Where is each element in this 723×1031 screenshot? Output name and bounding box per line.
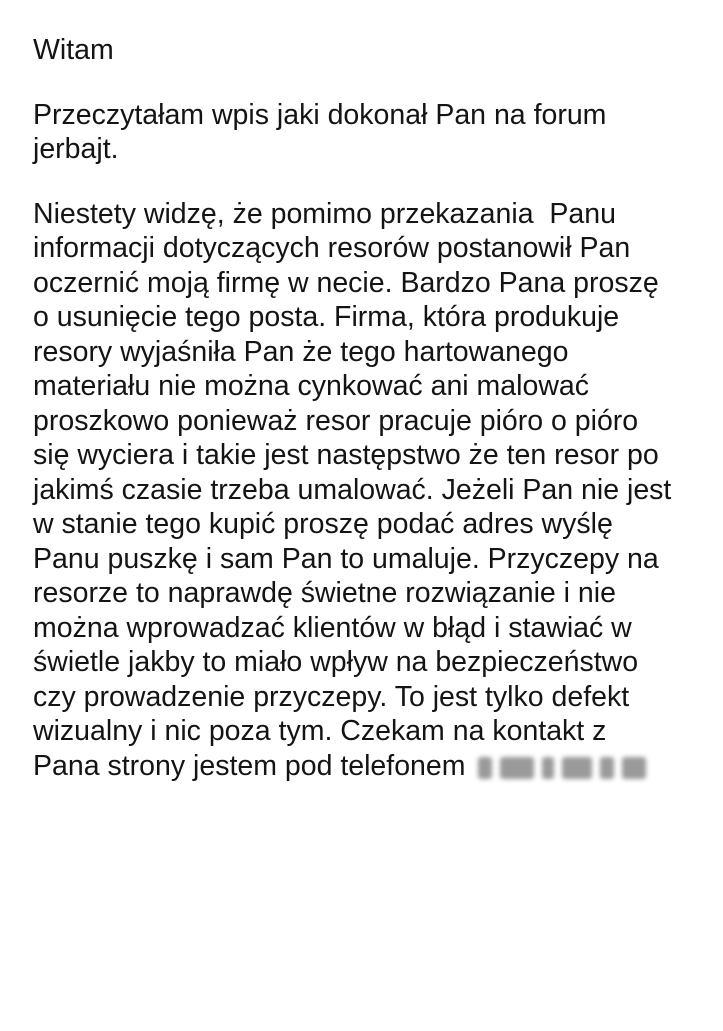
message-line: się wyciera i takie jest następstwo że ten resor po <box>33 439 659 471</box>
message-line: resory wyjaśniła Pan że tego hartowanego <box>33 335 569 368</box>
message-paragraph-main <box>33 197 723 784</box>
message-line: wizualny i nic poza tym. Czekam na kontakt z <box>33 715 607 747</box>
greeting-text: Witam <box>33 34 114 66</box>
message-line: materiału nie można cynkować ani malować <box>33 370 590 402</box>
message-line: Pana strony jestem pod telefonem <box>33 749 466 782</box>
message-body <box>33 33 723 813</box>
message-line: jakimś czasie trzeba umalować. Jeżeli Pan nie jest <box>33 473 672 506</box>
greeting-paragraph <box>33 33 723 68</box>
message-line: można wprowadzać klientów w błąd i stawiać w <box>33 611 632 644</box>
message-line: oczernić moją firmę w necie. Bardzo Pana proszę <box>33 266 659 299</box>
message-line: w stanie tego kupić proszę podać adres wyślę <box>33 508 613 540</box>
redacted-phone-number <box>478 755 646 781</box>
message-line: świetle jakby to miało wpływ na bezpieczeństwo <box>33 646 639 678</box>
message-line: jerbajt. <box>33 133 119 165</box>
message-line: o usunięcie tego posta. Firma, która produkuje <box>33 301 620 333</box>
message-line: czy prowadzenie przyczepy. To jest tylko defekt <box>33 680 630 713</box>
message-line: Panu puszkę i sam Pan to umaluje. Przyczepy na <box>33 542 659 575</box>
message-line-with-phone <box>33 749 723 784</box>
message-line: proszkowo ponieważ resor pracuje pióro o pióro <box>33 404 639 437</box>
message-line: resorze to naprawdę świetne rozwiązanie i nie <box>33 577 616 609</box>
message-line: informacji dotyczących resorów postanowił Pan <box>33 232 631 264</box>
message-line: Niestety widzę, że pomimo przekazania Panu <box>33 197 616 230</box>
message-line: Przeczytałam wpis jaki dokonał Pan na forum <box>33 98 607 131</box>
message-paragraph-intro <box>33 98 723 167</box>
